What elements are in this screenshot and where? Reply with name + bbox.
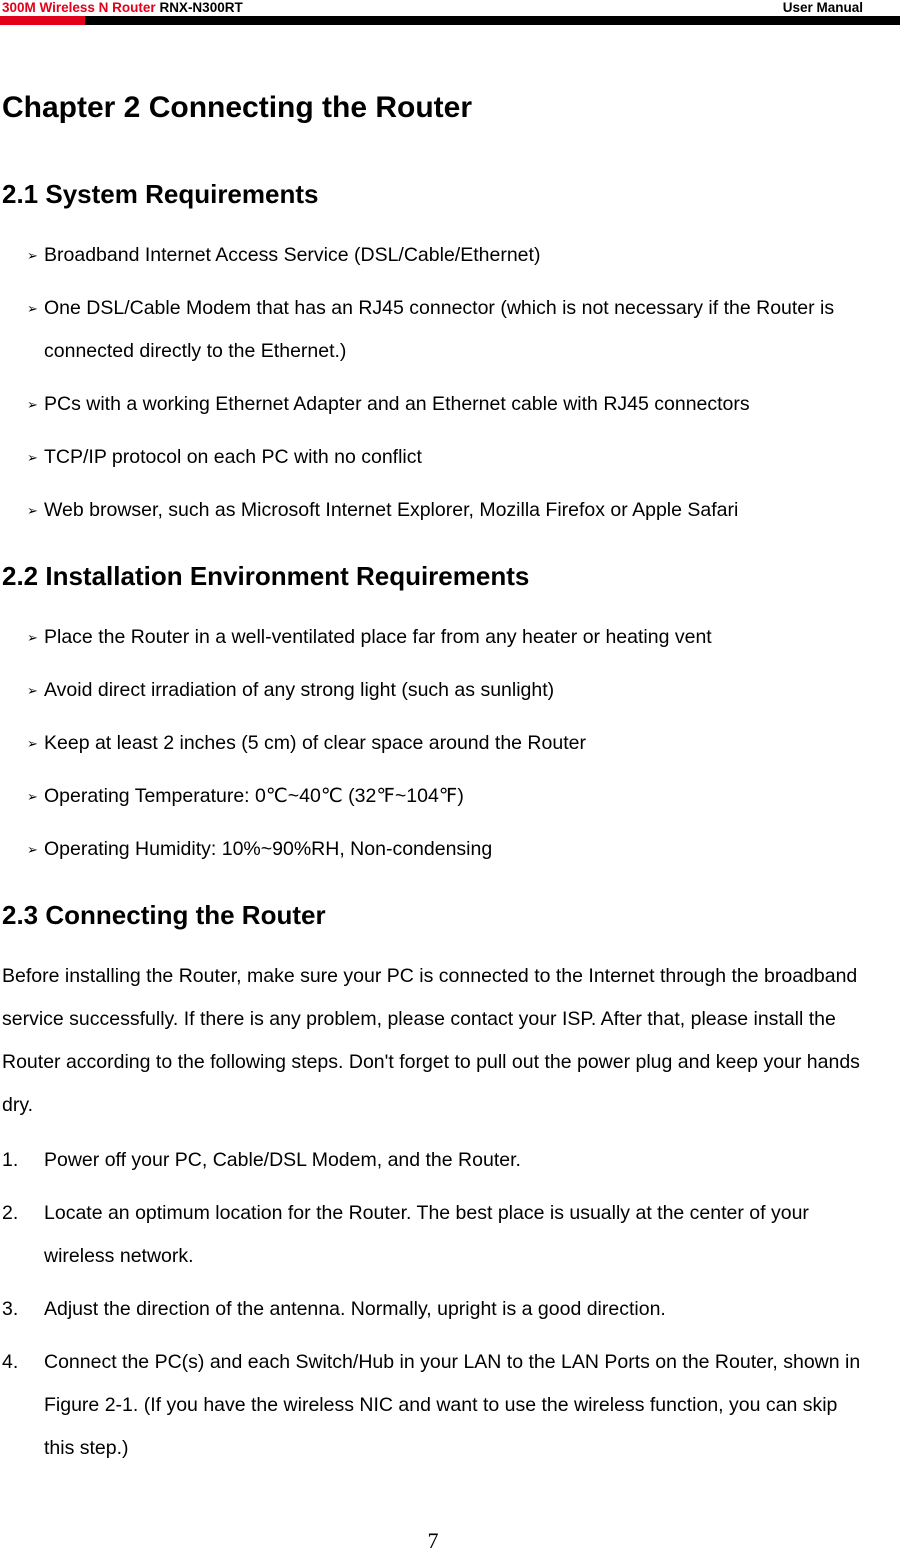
connecting-steps-list — [0, 1139, 900, 1480]
header-product-name: 300M Wireless N Router — [2, 0, 156, 15]
section-title-installation-environment: 2.2 Installation Environment Requirements — [2, 561, 530, 591]
connecting-intro-paragraph: Before installing the Router, make sure your PC is connected to the Internet through the broadband service successfully. If there is any problem, please contact your ISP. After that, please install the Router according to the following steps. Don't forget to pull out the power plug and keep your hands dry. — [2, 965, 860, 1116]
page-number: 7 — [427, 1528, 439, 1553]
arrowhead-bullet-icon: ➢ — [27, 450, 38, 465]
header-rule — [0, 16, 900, 25]
step-text: Connect the PC(s) and each Switch/Hub in your LAN to the LAN Ports on the Router, shown in Figure 2-1. (If you have the wireless NIC and want to use the wireless function, you can skip this step.) — [44, 1351, 861, 1459]
arrowhead-bullet-icon: ➢ — [27, 736, 38, 751]
header-rule-line — [85, 16, 900, 25]
step-item — [0, 1192, 900, 1278]
installation-environment-list — [0, 616, 900, 881]
chapter-title: Chapter 2 Connecting the Router — [2, 91, 473, 124]
step-item — [0, 1288, 900, 1331]
arrowhead-bullet-icon: ➢ — [27, 503, 38, 518]
step-number: 2. — [2, 1202, 19, 1224]
arrowhead-bullet-icon: ➢ — [27, 630, 38, 645]
step-text: Adjust the direction of the antenna. Normally, upright is a good direction. — [44, 1298, 666, 1320]
list-item: ➢ Operating Humidity: 10%~90%RH, Non-condensing — [0, 828, 900, 871]
list-item: ➢ Broadband Internet Access Service (DSL/Cable/Ethernet) — [0, 234, 900, 277]
arrowhead-bullet-icon: ➢ — [27, 842, 38, 857]
list-item: ➢ Web browser, such as Microsoft Internet Explorer, Mozilla Firefox or Apple Safari — [0, 489, 900, 532]
list-item: ➢ One DSL/Cable Modem that has an RJ45 connector (which is not necessary if the Router is connected directly to the Ethernet.) — [0, 287, 900, 373]
step-item — [0, 1341, 900, 1470]
system-requirements-list — [0, 234, 900, 542]
arrowhead-bullet-icon: ➢ — [27, 301, 38, 316]
arrowhead-bullet-icon: ➢ — [27, 248, 38, 263]
list-item: ➢ Operating Temperature: 0℃~40℃ (32℉~104℉) — [0, 775, 900, 818]
arrowhead-bullet-icon: ➢ — [27, 683, 38, 698]
step-text: Locate an optimum location for the Router. The best place is usually at the center of your wireless network. — [44, 1202, 809, 1267]
header-manual-label: User Manual — [782, 0, 863, 15]
page-header — [0, 0, 900, 26]
step-number: 4. — [2, 1351, 19, 1373]
step-number: 1. — [2, 1149, 19, 1171]
arrowhead-bullet-icon: ➢ — [27, 397, 38, 412]
section-title-system-requirements: 2.1 System Requirements — [2, 179, 319, 209]
arrowhead-bullet-icon: ➢ — [27, 789, 38, 804]
list-item: ➢ PCs with a working Ethernet Adapter and an Ethernet cable with RJ45 connectors — [0, 383, 900, 426]
step-text: Power off your PC, Cable/DSL Modem, and the Router. — [44, 1149, 521, 1171]
list-item: ➢ Keep at least 2 inches (5 cm) of clear space around the Router — [0, 722, 900, 765]
header-rule-accent — [0, 16, 85, 25]
list-item: ➢ TCP/IP protocol on each PC with no conflict — [0, 436, 900, 479]
step-item — [0, 1139, 900, 1182]
list-item: ➢ Place the Router in a well-ventilated place far from any heater or heating vent — [0, 616, 900, 659]
header-product — [2, 0, 243, 16]
step-number: 3. — [2, 1298, 19, 1320]
section-title-connecting-router: 2.3 Connecting the Router — [2, 900, 326, 930]
list-item: ➢ Avoid direct irradiation of any strong light (such as sunlight) — [0, 669, 900, 712]
header-model: RNX-N300RT — [155, 0, 243, 15]
